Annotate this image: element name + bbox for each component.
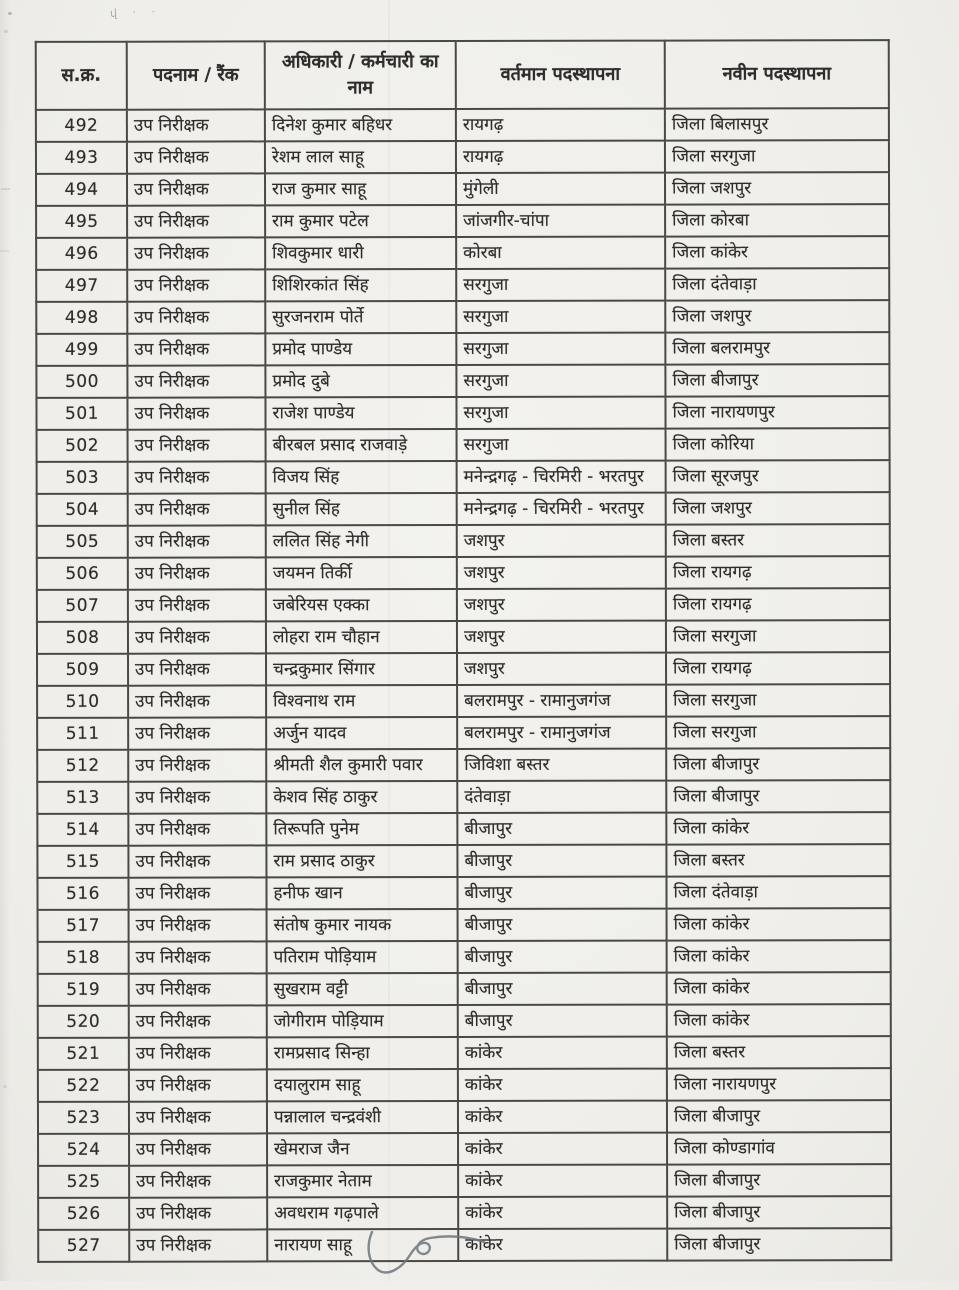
header-row <box>36 40 889 110</box>
cell-rank: उप निरीक्षक <box>128 877 266 909</box>
cell-rank: उप निरीक्षक <box>128 749 266 781</box>
cell-serial-number: 494 <box>36 174 127 206</box>
cell-current-posting: जशपुर <box>457 621 666 653</box>
cell-current-posting: जशपुर <box>457 589 666 621</box>
cell-current-posting: कोरबा <box>456 237 665 269</box>
cell-rank: उप निरीक्षक <box>128 781 266 813</box>
cell-officer-name: संतोष कुमार नायक <box>267 909 458 941</box>
cell-officer-name: नारायण साहू <box>267 1229 458 1261</box>
cell-rank: उप निरीक्षक <box>127 141 265 173</box>
cell-current-posting: कांकेर <box>458 1037 667 1069</box>
cell-current-posting: सरगुजा <box>456 397 665 429</box>
cell-serial-number: 510 <box>37 686 128 718</box>
cell-officer-name: रेशम लाल साहू <box>265 141 456 173</box>
table-row <box>37 620 890 654</box>
cell-current-posting: बीजापुर <box>457 877 666 909</box>
cell-new-posting: जिला कांकेर <box>667 908 891 940</box>
cell-officer-name: बीरबल प्रसाद राजवाड़े <box>266 429 457 461</box>
cell-officer-name: राज कुमार साहू <box>265 173 456 205</box>
cell-current-posting: कांकेर <box>458 1229 667 1261</box>
cell-current-posting: सरगुजा <box>456 333 665 365</box>
cell-serial-number: 502 <box>37 430 128 462</box>
table-row <box>38 1164 891 1198</box>
cell-serial-number: 516 <box>37 878 128 910</box>
cell-rank: उप निरीक्षक <box>129 1165 267 1197</box>
table-row <box>38 1100 891 1134</box>
cell-serial-number: 519 <box>38 974 129 1006</box>
table-row <box>37 716 890 750</box>
cell-serial-number: 503 <box>37 462 128 494</box>
cell-new-posting: जिला नारायणपुर <box>665 396 889 428</box>
table-row <box>38 1036 891 1070</box>
cell-officer-name: जबेरियस एक्का <box>266 589 457 621</box>
cell-rank: उप निरीक्षक <box>127 173 265 205</box>
cell-new-posting: जिला कांकेर <box>667 1004 891 1036</box>
cell-current-posting: रायगढ़ <box>456 141 665 173</box>
cell-rank: उप निरीक्षक <box>129 1037 267 1069</box>
cell-current-posting: बीजापुर <box>458 973 667 1005</box>
cell-serial-number: 520 <box>38 1006 129 1038</box>
cell-new-posting: जिला सूरजपुर <box>666 460 890 492</box>
cell-rank: उप निरीक्षक <box>129 1005 267 1037</box>
cell-new-posting: जिला कोरिया <box>666 428 890 460</box>
cell-serial-number: 514 <box>37 814 128 846</box>
cell-rank: उप निरीक्षक <box>129 1133 267 1165</box>
cell-serial-number: 498 <box>36 302 127 334</box>
table-row <box>36 396 889 430</box>
cell-serial-number: 521 <box>38 1038 129 1070</box>
table-row <box>37 556 890 590</box>
cell-current-posting: सरगुजा <box>456 301 665 333</box>
cell-new-posting: जिला रायगढ़ <box>666 652 890 684</box>
cell-officer-name: जोगीराम पोड़ियाम <box>267 1005 458 1037</box>
cell-new-posting: जिला दंतेवाड़ा <box>666 876 890 908</box>
cell-new-posting: जिला रायगढ़ <box>666 556 890 588</box>
table-row <box>37 812 890 846</box>
table-row <box>36 268 889 302</box>
cell-rank: उप निरीक्षक <box>127 301 265 333</box>
cell-new-posting: जिला बिलासपुर <box>665 108 889 140</box>
cell-new-posting: जिला जशपुर <box>665 300 889 332</box>
cell-officer-name: राम प्रसाद ठाकुर <box>266 845 457 877</box>
cell-serial-number: 506 <box>37 558 128 590</box>
cell-current-posting: कांकेर <box>458 1069 667 1101</box>
cell-serial-number: 493 <box>36 142 127 174</box>
table-row <box>37 492 890 526</box>
cell-officer-name: राजकुमार नेताम <box>267 1165 458 1197</box>
cell-new-posting: जिला सरगुजा <box>666 684 890 716</box>
cell-officer-name: राजेश पाण्डेय <box>265 397 456 429</box>
cell-current-posting: सरगुजा <box>457 429 666 461</box>
cell-rank: उप निरीक्षक <box>128 685 266 717</box>
scan-noise-dash <box>1 188 10 190</box>
cell-officer-name: रामप्रसाद सिन्हा <box>267 1037 458 1069</box>
cell-rank: उप निरीक्षक <box>129 1197 267 1229</box>
cell-serial-number: 499 <box>36 334 127 366</box>
table-row <box>37 780 890 814</box>
cell-officer-name: सुखराम वट्टी <box>267 973 458 1005</box>
cell-new-posting: जिला बीजापुर <box>667 1100 891 1132</box>
cell-new-posting: जिला कांकेर <box>667 972 891 1004</box>
cell-serial-number: 501 <box>36 398 127 430</box>
cell-serial-number: 524 <box>38 1134 129 1166</box>
column-header-current-posting: वर्तमान पदस्थापना <box>456 41 665 109</box>
cell-officer-name: हनीफ खान <box>266 877 457 909</box>
cell-current-posting: बीजापुर <box>458 909 667 941</box>
table-row <box>37 876 890 910</box>
cell-officer-name: विश्वनाथ राम <box>266 685 457 717</box>
cell-current-posting: बीजापुर <box>457 813 666 845</box>
cell-rank: उप निरीक्षक <box>129 1229 267 1261</box>
cell-current-posting: जशपुर <box>457 653 666 685</box>
cell-current-posting: बीजापुर <box>457 845 666 877</box>
table-row <box>36 332 889 366</box>
table-row <box>37 748 890 782</box>
cell-serial-number: 497 <box>36 270 127 302</box>
cell-current-posting: मनेन्द्रगढ़ - चिरमिरी - भरतपुर <box>457 493 666 525</box>
cell-serial-number: 522 <box>38 1070 129 1102</box>
cell-current-posting: बीजापुर <box>458 941 667 973</box>
cell-officer-name: खेमराज जैन <box>267 1133 458 1165</box>
cell-rank: उप निरीक्षक <box>127 237 265 269</box>
cell-new-posting: जिला जशपुर <box>666 492 890 524</box>
cell-officer-name: पन्नालाल चन्द्रवंशी <box>267 1101 458 1133</box>
cell-officer-name: तिरूपति पुनेम <box>266 813 457 845</box>
table-row <box>38 940 891 974</box>
cell-officer-name: सुनील सिंह <box>266 493 457 525</box>
cell-rank: उप निरीक्षक <box>129 909 267 941</box>
cell-officer-name: प्रमोद पाण्डेय <box>265 333 456 365</box>
scan-noise-marks: վ · · <box>109 5 162 20</box>
cell-current-posting: जशपुर <box>457 557 666 589</box>
cell-serial-number: 523 <box>38 1102 129 1134</box>
cell-serial-number: 515 <box>37 846 128 878</box>
cell-new-posting: जिला बीजापुर <box>666 780 890 812</box>
cell-rank: उप निरीक्षक <box>128 717 266 749</box>
cell-rank: उप निरीक्षक <box>127 365 265 397</box>
cell-new-posting: जिला जशपुर <box>665 172 889 204</box>
table-row <box>37 588 890 622</box>
cell-new-posting: जिला कांकेर <box>666 812 890 844</box>
cell-new-posting: जिला कोरबा <box>665 204 889 236</box>
cell-officer-name: पतिराम पोड़ियाम <box>267 941 458 973</box>
cell-officer-name: दयालुराम साहू <box>267 1069 458 1101</box>
cell-serial-number: 511 <box>37 718 128 750</box>
cell-new-posting: जिला बीजापुर <box>666 748 890 780</box>
cell-serial-number: 508 <box>37 622 128 654</box>
cell-officer-name: विजय सिंह <box>266 461 457 493</box>
cell-serial-number: 513 <box>37 782 128 814</box>
cell-rank: उप निरीक्षक <box>129 941 267 973</box>
cell-new-posting: जिला कांकेर <box>667 940 891 972</box>
cell-officer-name: ललित सिंह नेगी <box>266 525 457 557</box>
cell-rank: उप निरीक्षक <box>127 109 265 141</box>
cell-officer-name: चन्द्रकुमार सिंगार <box>266 653 457 685</box>
cell-officer-name: राम कुमार पटेल <box>265 205 456 237</box>
table-row <box>36 108 889 142</box>
cell-current-posting: जिविशा बस्तर <box>457 749 666 781</box>
cell-rank: उप निरीक्षक <box>128 557 266 589</box>
scan-noise-dot <box>4 30 8 33</box>
cell-serial-number: 507 <box>37 590 128 622</box>
cell-serial-number: 500 <box>36 366 127 398</box>
cell-new-posting: जिला नारायणपुर <box>667 1068 891 1100</box>
scan-edge-shadow <box>0 0 10 1281</box>
table-row <box>36 364 889 398</box>
cell-current-posting: बलरामपुर - रामानुजगंज <box>457 685 666 717</box>
cell-current-posting: दंतेवाड़ा <box>457 781 666 813</box>
table-row <box>36 300 889 334</box>
table-row <box>37 684 890 718</box>
table-row <box>38 1196 891 1230</box>
table-row <box>38 972 891 1006</box>
table-row <box>38 1228 891 1262</box>
table-row <box>37 524 890 558</box>
cell-current-posting: जशपुर <box>457 525 666 557</box>
cell-officer-name: शिवकुमार धारी <box>265 237 456 269</box>
cell-current-posting: सरगुजा <box>456 365 665 397</box>
cell-new-posting: जिला सरगुजा <box>665 140 889 172</box>
cell-rank: उप निरीक्षक <box>127 333 265 365</box>
cell-current-posting: बलरामपुर - रामानुजगंज <box>457 717 666 749</box>
cell-new-posting: जिला सरगुजा <box>666 620 890 652</box>
cell-officer-name: श्रीमती शैल कुमारी पवार <box>266 749 457 781</box>
cell-current-posting: कांकेर <box>458 1101 667 1133</box>
cell-new-posting: जिला बीजापुर <box>667 1164 891 1196</box>
cell-current-posting: बीजापुर <box>458 1005 667 1037</box>
cell-rank: उप निरीक्षक <box>128 621 266 653</box>
cell-new-posting: जिला बस्तर <box>666 844 890 876</box>
cell-officer-name: लोहरा राम चौहान <box>266 621 457 653</box>
table-body <box>36 108 891 1262</box>
cell-current-posting: रायगढ़ <box>456 109 665 141</box>
cell-rank: उप निरीक्षक <box>128 429 266 461</box>
cell-rank: उप निरीक्षक <box>128 813 266 845</box>
cell-officer-name: दिनेश कुमार बहिधर <box>265 109 456 141</box>
scan-noise-dot <box>3 1085 7 1088</box>
cell-rank: उप निरीक्षक <box>129 1101 267 1133</box>
cell-new-posting: जिला बीजापुर <box>667 1228 891 1260</box>
cell-current-posting: मनेन्द्रगढ़ - चिरमिरी - भरतपुर <box>457 461 666 493</box>
cell-serial-number: 512 <box>37 750 128 782</box>
cell-rank: उप निरीक्षक <box>128 493 266 525</box>
cell-current-posting: मुंगेली <box>456 173 665 205</box>
cell-rank: उप निरीक्षक <box>128 845 266 877</box>
cell-current-posting: कांकेर <box>458 1165 667 1197</box>
table-row <box>36 236 889 270</box>
cell-current-posting: सरगुजा <box>456 269 665 301</box>
cell-rank: उप निरीक्षक <box>128 589 266 621</box>
scan-noise-dot <box>8 12 12 15</box>
cell-officer-name: सुरजनराम पोर्ते <box>265 301 456 333</box>
cell-new-posting: जिला रायगढ़ <box>666 588 890 620</box>
cell-officer-name: अर्जुन यादव <box>266 717 457 749</box>
cell-new-posting: जिला बीजापुर <box>667 1196 891 1228</box>
table-row <box>38 1068 891 1102</box>
column-header-name: अधिकारी / कर्मचारी का नाम <box>265 41 456 109</box>
cell-new-posting: जिला बीजापुर <box>665 364 889 396</box>
cell-rank: उप निरीक्षक <box>127 269 265 301</box>
cell-current-posting: कांकेर <box>458 1197 667 1229</box>
cell-current-posting: कांकेर <box>458 1133 667 1165</box>
table-row <box>38 1004 891 1038</box>
cell-serial-number: 517 <box>38 910 129 942</box>
column-header-serial: स.क्र. <box>36 42 127 110</box>
table-row <box>37 428 890 462</box>
table-row <box>37 652 890 686</box>
table-row <box>38 1132 891 1166</box>
cell-officer-name: अवधराम गढ़पाले <box>267 1197 458 1229</box>
cell-serial-number: 495 <box>36 206 127 238</box>
cell-new-posting: जिला कोण्डागांव <box>667 1132 891 1164</box>
scan-noise-dash <box>0 250 9 252</box>
column-header-new-posting: नवीन पदस्थापना <box>665 40 889 108</box>
cell-new-posting: जिला बस्तर <box>666 524 890 556</box>
cell-new-posting: जिला सरगुजा <box>666 716 890 748</box>
table-row <box>36 204 889 238</box>
cell-rank: उप निरीक्षक <box>127 397 265 429</box>
cell-new-posting: जिला बस्तर <box>667 1036 891 1068</box>
cell-serial-number: 492 <box>36 110 127 142</box>
cell-rank: उप निरीक्षक <box>128 653 266 685</box>
cell-officer-name: केशव सिंह ठाकुर <box>266 781 457 813</box>
cell-rank: उप निरीक्षक <box>128 461 266 493</box>
cell-serial-number: 527 <box>38 1230 129 1262</box>
transfer-roster-table <box>35 39 893 1263</box>
table-row <box>36 172 889 206</box>
cell-officer-name: प्रमोद दुबे <box>265 365 456 397</box>
cell-new-posting: जिला दंतेवाड़ा <box>665 268 889 300</box>
cell-serial-number: 525 <box>38 1166 129 1198</box>
cell-rank: उप निरीक्षक <box>127 205 265 237</box>
cell-serial-number: 504 <box>37 494 128 526</box>
cell-rank: उप निरीक्षक <box>129 973 267 1005</box>
cell-serial-number: 518 <box>38 942 129 974</box>
table-row <box>37 844 890 878</box>
cell-new-posting: जिला बलरामपुर <box>665 332 889 364</box>
cell-current-posting: जांजगीर-चांपा <box>456 205 665 237</box>
cell-rank: उप निरीक्षक <box>128 525 266 557</box>
cell-serial-number: 526 <box>38 1198 129 1230</box>
cell-rank: उप निरीक्षक <box>129 1069 267 1101</box>
column-header-rank: पदनाम / रैंक <box>127 41 265 109</box>
cell-new-posting: जिला कांकेर <box>665 236 889 268</box>
cell-serial-number: 509 <box>37 654 128 686</box>
table-row <box>37 460 890 494</box>
table-header <box>36 40 889 110</box>
cell-serial-number: 496 <box>36 238 127 270</box>
cell-officer-name: जयमन तिर्की <box>266 557 457 589</box>
cell-serial-number: 505 <box>37 526 128 558</box>
table-row <box>38 908 891 942</box>
cell-officer-name: शिशिरकांत सिंह <box>265 269 456 301</box>
table-row <box>36 140 889 174</box>
